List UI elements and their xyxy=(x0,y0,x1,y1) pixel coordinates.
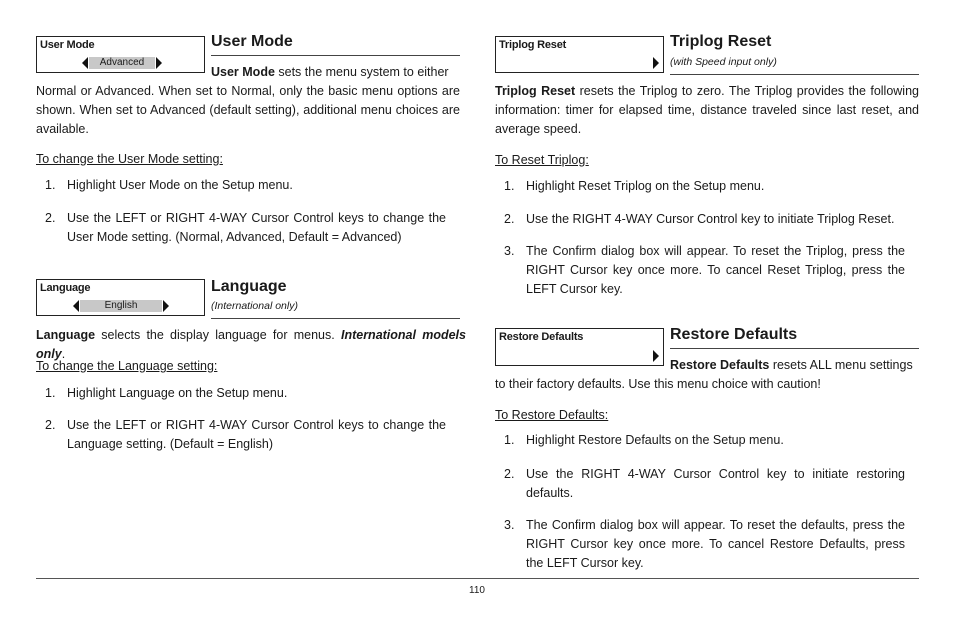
triplog-subnote: (with Speed input only) xyxy=(670,56,777,68)
list-item: 1. Highlight Restore Defaults on the Setup menu. xyxy=(504,433,784,447)
language-menu-box xyxy=(36,279,205,316)
user-mode-body-rest: Normal or Advanced. When set to Normal, only the basic menu options are shown. When set to Advanced (default setting), additional menu choices are available. xyxy=(36,84,460,136)
heading-rule xyxy=(670,74,919,75)
language-subnote: (International only) xyxy=(211,300,298,312)
heading-rule xyxy=(211,55,460,56)
triplog-procedure-title: To Reset Triplog: xyxy=(495,153,589,167)
language-selector xyxy=(73,299,169,313)
left-arrow-icon xyxy=(82,57,88,69)
user-mode-value: Advanced xyxy=(89,57,155,69)
list-item: 2. Use the RIGHT 4-WAY Cursor Control key to initiate restoring defaults. xyxy=(504,467,905,500)
language-body: Language selects the display language for menus. International models only. xyxy=(36,328,466,361)
user-mode-body-line1: sets the menu system to either xyxy=(274,65,449,79)
triplog-menu-box xyxy=(495,36,664,73)
user-mode-procedure-title: To change the User Mode setting: xyxy=(36,152,223,166)
restore-heading: Restore Defaults xyxy=(670,326,798,343)
restore-menu-label: Restore Defaults xyxy=(499,331,584,343)
user-mode-body-first xyxy=(211,63,460,82)
right-arrow-icon xyxy=(156,57,162,69)
language-procedure-title: To change the Language setting: xyxy=(36,359,218,373)
list-item: 2. Use the LEFT or RIGHT 4-WAY Cursor Control keys to change the User Mode setting. (Normal, Advanced, Default = Advanced) xyxy=(45,211,446,244)
list-item: 3. The Confirm dialog box will appear. To reset the Triplog, press the RIGHT Cursor key once more. To cancel Reset Triplog, press the LEFT Cursor key. xyxy=(504,244,905,296)
page-number: 110 xyxy=(469,585,485,596)
heading-rule xyxy=(670,348,919,349)
list-item: 1. Highlight User Mode on the Setup menu. xyxy=(45,178,293,192)
restore-body-rest: to their factory defaults. Use this menu choice with caution! xyxy=(495,377,821,391)
language-menu-label: Language xyxy=(40,282,91,294)
restore-body-first: Restore Defaults resets ALL menu settings xyxy=(670,358,913,372)
triplog-heading: Triplog Reset xyxy=(670,33,772,50)
triplog-menu-label: Triplog Reset xyxy=(499,39,567,51)
right-arrow-icon xyxy=(653,57,659,69)
restore-procedure-title: To Restore Defaults: xyxy=(495,408,609,422)
right-arrow-icon xyxy=(163,300,169,312)
user-mode-selector xyxy=(82,56,162,70)
list-item: 2. Use the RIGHT 4-WAY Cursor Control key to initiate Triplog Reset. xyxy=(504,212,895,226)
restore-menu-box xyxy=(495,328,664,366)
left-arrow-icon xyxy=(73,300,79,312)
heading-rule xyxy=(211,318,460,319)
language-value: English xyxy=(80,300,162,312)
language-heading: Language xyxy=(211,278,287,295)
user-mode-menu-label: User Mode xyxy=(40,39,95,51)
list-item: 1. Highlight Reset Triplog on the Setup menu. xyxy=(504,179,765,193)
user-mode-heading: User Mode xyxy=(211,33,293,50)
list-item: 2. Use the LEFT or RIGHT 4-WAY Cursor Control keys to change the Language setting. (Default = English) xyxy=(45,418,446,451)
list-item: 1. Highlight Language on the Setup menu. xyxy=(45,386,288,400)
footer-rule xyxy=(36,578,919,579)
list-item: 3. The Confirm dialog box will appear. To reset the defaults, press the RIGHT Cursor key once more. To cancel Restore Defaults, press the LEFT Cursor key. xyxy=(504,518,905,570)
triplog-body: Triplog Reset resets the Triplog to zero. The Triplog provides the following information: timer for elapsed time, distance traveled since last reset, and average speed. xyxy=(495,84,919,136)
right-arrow-icon xyxy=(653,350,659,362)
user-mode-menu-box xyxy=(36,36,205,73)
user-mode-body-bold: User Mode xyxy=(211,65,275,79)
